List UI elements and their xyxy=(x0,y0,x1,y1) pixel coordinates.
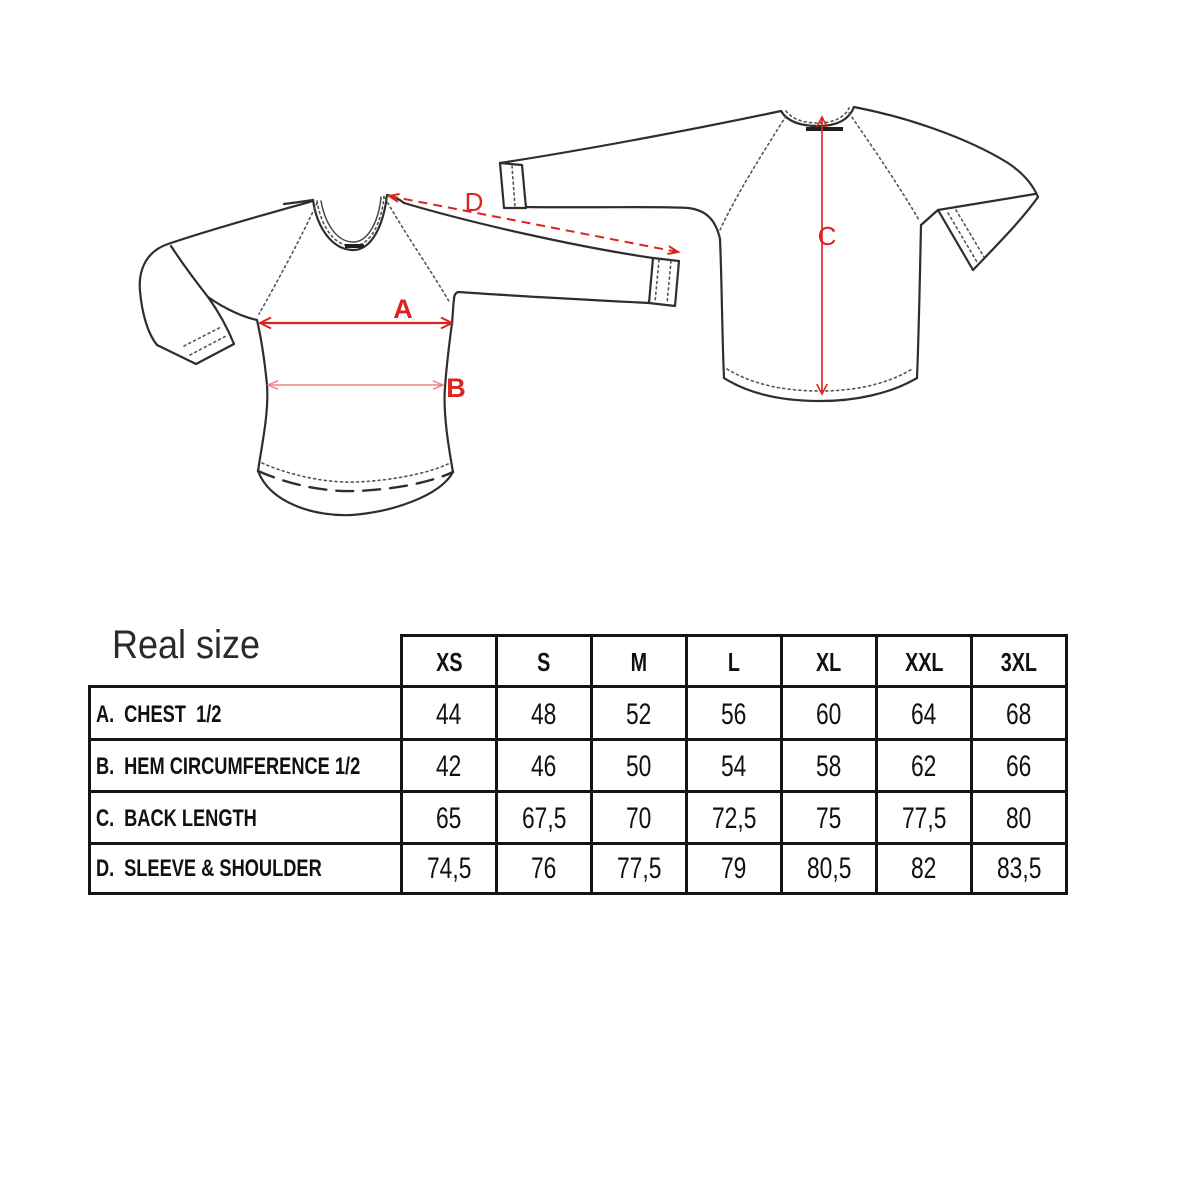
value-cell: 80 xyxy=(972,792,1067,844)
row-label-back-length xyxy=(90,792,402,844)
row-prefix: C. xyxy=(96,805,115,832)
front-shirt-collar xyxy=(284,195,387,250)
value-cell: 58 xyxy=(782,740,877,792)
row-prefix: A. xyxy=(96,701,115,728)
table-row-hem xyxy=(90,740,1067,792)
table-corner-cell xyxy=(90,636,402,687)
table-title: Real size xyxy=(112,623,261,667)
value-cell: 54 xyxy=(687,740,782,792)
value-cell: 77,5 xyxy=(877,792,972,844)
value-cell: 76 xyxy=(497,844,592,894)
table-row-sleeve xyxy=(90,844,1067,894)
column-header-m: M xyxy=(592,636,687,687)
size-table-header-row xyxy=(90,636,1067,687)
measurement-annotations xyxy=(260,117,836,403)
measurement-label-a: A xyxy=(393,294,413,324)
measurement-label-c: C xyxy=(817,221,837,251)
column-header-s: S xyxy=(497,636,592,687)
value-cell: 60 xyxy=(782,687,877,740)
value-cell: 75 xyxy=(782,792,877,844)
measurement-label-b: B xyxy=(446,373,466,403)
row-title: HEM CIRCUMFERENCE 1/2 xyxy=(124,753,361,780)
measurement-arrow-b xyxy=(268,373,466,403)
row-label-hem xyxy=(90,740,402,792)
front-shirt-seams xyxy=(259,198,450,314)
value-cell: 72,5 xyxy=(687,792,782,844)
value-cell: 52 xyxy=(592,687,687,740)
value-cell: 44 xyxy=(402,687,497,740)
value-cell: 83,5 xyxy=(972,844,1067,894)
measurement-arrow-a xyxy=(260,294,452,329)
row-title: BACK LENGTH xyxy=(124,805,257,832)
value-cell: 80,5 xyxy=(782,844,877,894)
value-cell: 50 xyxy=(592,740,687,792)
row-title: SLEEVE & SHOULDER xyxy=(124,855,322,882)
value-cell: 68 xyxy=(972,687,1067,740)
value-cell: 70 xyxy=(592,792,687,844)
column-header-l: L xyxy=(687,636,782,687)
row-label-sleeve xyxy=(90,844,402,894)
measurement-label-d: D xyxy=(464,187,484,217)
column-header-xxl: XXL xyxy=(877,636,972,687)
value-cell: 79 xyxy=(687,844,782,894)
front-shirt-left-sleeve xyxy=(140,201,313,364)
value-cell: 65 xyxy=(402,792,497,844)
value-cell: 48 xyxy=(497,687,592,740)
value-cell: 42 xyxy=(402,740,497,792)
front-shirt-right-sleeve xyxy=(387,195,679,306)
value-cell: 67,5 xyxy=(497,792,592,844)
back-shirt-folded-sleeve xyxy=(921,194,1038,270)
column-header-xl: XL xyxy=(782,636,877,687)
column-header-3xl: 3XL xyxy=(972,636,1067,687)
value-cell: 66 xyxy=(972,740,1067,792)
value-cell: 82 xyxy=(877,844,972,894)
row-label-chest xyxy=(90,687,402,740)
table-row-back-length xyxy=(90,792,1067,844)
measurement-arrow-c xyxy=(817,117,837,394)
row-title: CHEST 1/2 xyxy=(124,701,222,728)
value-cell: 46 xyxy=(497,740,592,792)
column-header-xs: XS xyxy=(402,636,497,687)
back-shirt-left-cuff xyxy=(500,163,526,208)
value-cell: 64 xyxy=(877,687,972,740)
back-shirt-seams xyxy=(720,113,919,391)
front-shirt-torso xyxy=(257,299,454,515)
value-cell: 77,5 xyxy=(592,844,687,894)
row-prefix: D. xyxy=(96,855,115,882)
measurement-arrow-d xyxy=(389,187,678,254)
value-cell: 74,5 xyxy=(402,844,497,894)
size-table xyxy=(88,634,1068,895)
back-view-shirt xyxy=(500,107,1038,401)
value-cell: 62 xyxy=(877,740,972,792)
front-view-shirt xyxy=(140,195,679,515)
back-shirt-body-outline xyxy=(500,107,1038,401)
table-row-chest xyxy=(90,687,1067,740)
row-prefix: B. xyxy=(96,753,115,780)
value-cell: 56 xyxy=(687,687,782,740)
